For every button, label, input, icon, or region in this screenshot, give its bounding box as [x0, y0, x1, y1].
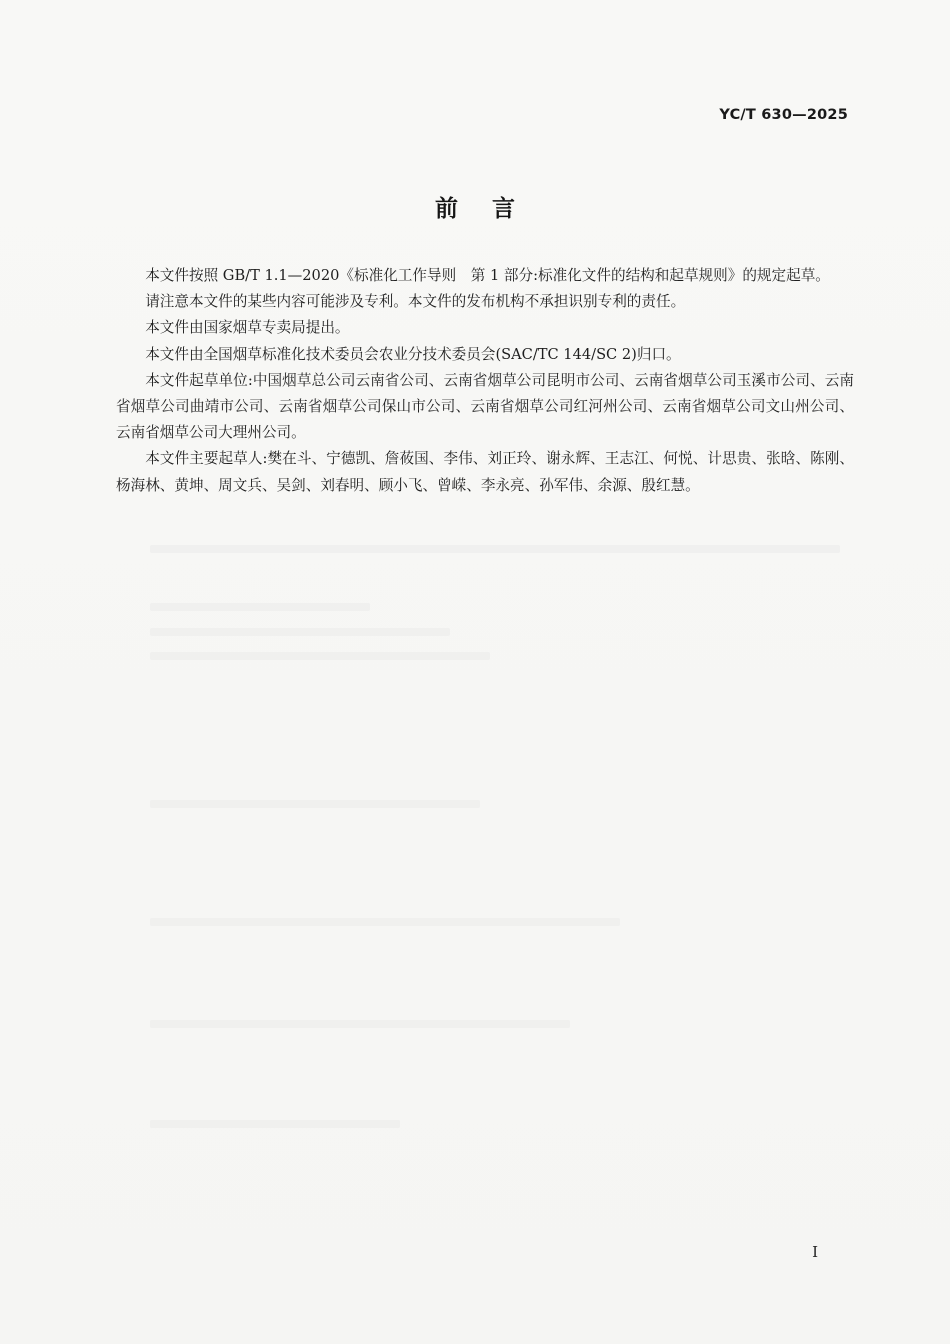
bleed-through-mark [150, 545, 840, 553]
page-number: I [812, 1243, 818, 1261]
bleed-through-mark [150, 1020, 570, 1028]
bleed-through-mark [150, 1120, 400, 1128]
bleed-through-mark [150, 603, 370, 611]
paragraph-main-drafters: 本文件主要起草人:樊在斗、宁德凯、詹莜国、李伟、刘正玲、谢永辉、王志江、何悦、计思贵、张晗、陈刚、杨海林、黄坤、周文兵、吴剑、刘春明、顾小飞、曾嵘、李永亮、孙军伟、余源、殷红慧。 [116, 450, 854, 494]
bleed-through-mark [150, 628, 450, 636]
paragraph-drafting-rules: 本文件按照 GB/T 1.1—2020《标准化工作导则 第 1 部分:标准化文件的结构和起草规则》的规定起草。 [145, 267, 830, 284]
paragraph-proposed-by: 本文件由国家烟草专卖局提出。 [145, 319, 350, 337]
bleed-through-mark [150, 918, 620, 926]
page-title: 前言 [435, 196, 549, 222]
document-code: YC/T 630—2025 [719, 107, 848, 123]
bleed-through-mark [150, 800, 480, 808]
bleed-through-mark [150, 652, 490, 660]
paragraph-patent-notice: 请注意本文件的某些内容可能涉及专利。本文件的发布机构不承担识别专利的责任。 [145, 293, 686, 311]
paragraph-drafting-organizations: 本文件起草单位:中国烟草总公司云南省公司、云南省烟草公司昆明市公司、云南省烟草公司玉溪市公司、云南省烟草公司曲靖市公司、云南省烟草公司保山市公司、云南省烟草公司红河州公司、云南省烟草公司文山州公司、云南省烟草公司大理州公司。 [116, 371, 854, 442]
foreword-body [116, 263, 854, 499]
paragraph-centralized-by: 本文件由全国烟草标准化技术委员会农业分技术委员会(SAC/TC 144/SC 2)归口。 [145, 345, 681, 363]
